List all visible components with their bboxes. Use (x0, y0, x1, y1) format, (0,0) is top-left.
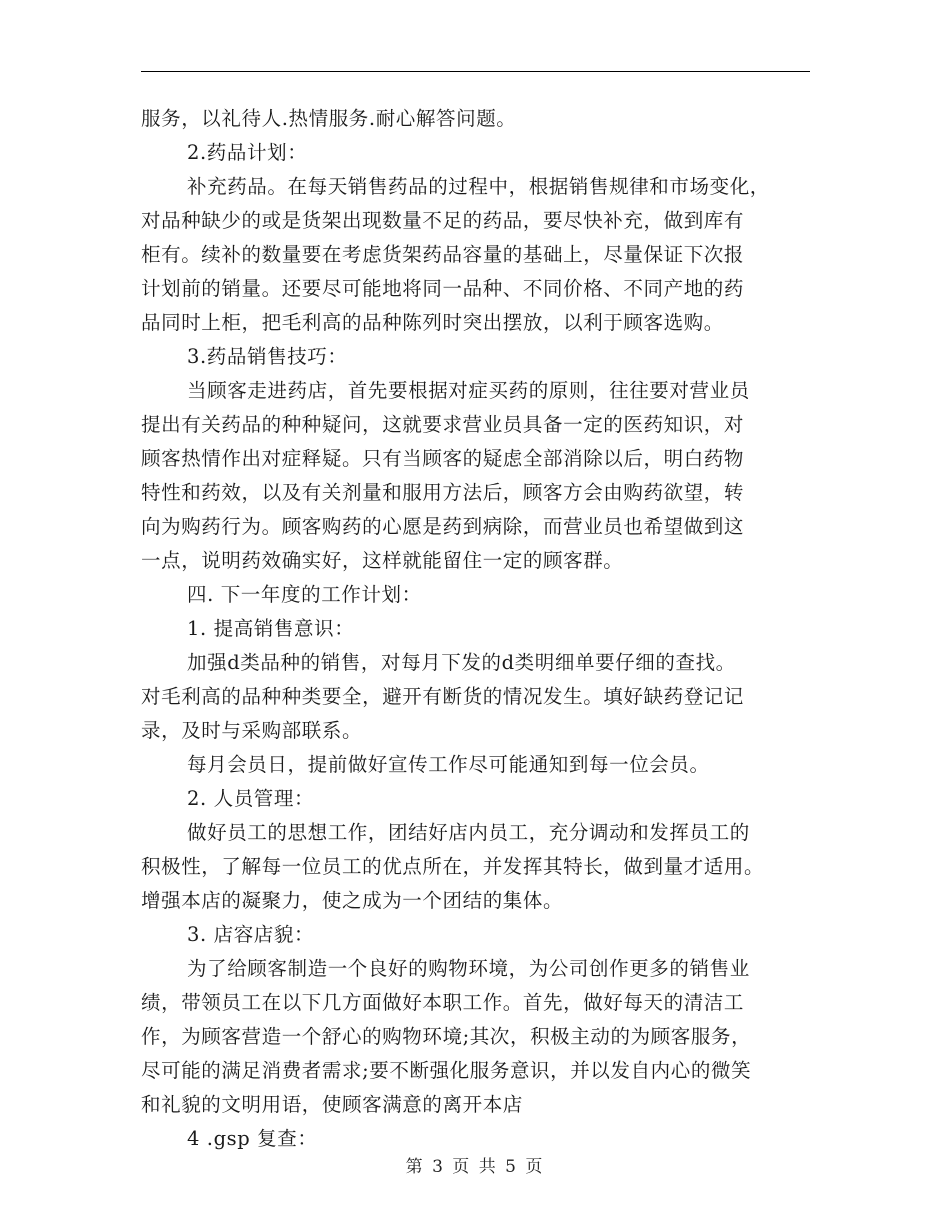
text-line: 加强d类品种的销售，对每月下发的d类明细单要仔细的查找。 (187, 651, 736, 674)
text-line: 尽可能的满足消费者需求;要不断强化服务意识，并以发自内心的微笑 (141, 1059, 752, 1082)
text-line: 对品种缺少的或是货架出现数量不足的药品，要尽快补充，做到库有 (141, 209, 745, 232)
header-rule (141, 71, 810, 72)
text-line: 绩，带领员工在以下几方面做好本职工作。首先，做好每天的清洁工 (141, 991, 745, 1014)
text-line: 服务，以礼待人.热情服务.耐心解答问题。 (141, 107, 517, 130)
text-line: 当顾客走进药店，首先要根据对症买药的原则，往往要对营业员 (187, 379, 750, 402)
text-line: 顾客热情作出对症释疑。只有当顾客的疑虑全部消除以后，明白药物 (141, 447, 745, 470)
text-line: 2.药品计划： (187, 141, 308, 164)
text-line: 计划前的销量。还要尽可能地将同一品种、不同价格、不同产地的药 (141, 277, 745, 300)
text-line: 作，为顾客营造一个舒心的购物环境;其次，积极主动的为顾客服务， (141, 1025, 752, 1048)
text-line: 一点，说明药效确实好，这样就能留住一定的顾客群。 (141, 549, 624, 572)
text-line: 1. 提高销售意识： (187, 617, 355, 640)
text-line: 柜有。续补的数量要在考虑货架药品容量的基础上，尽量保证下次报 (141, 243, 745, 266)
text-line: 增强本店的凝聚力，使之成为一个团结的集体。 (141, 889, 564, 912)
text-line: 2. 人员管理： (187, 787, 315, 810)
page-number-footer: 第 3 页 共 5 页 (405, 1157, 545, 1177)
text-line: 向为购药行为。顾客购药的心愿是药到病除，而营业员也希望做到这 (141, 515, 745, 538)
text-line: 做好员工的思想工作，团结好店内员工，充分调动和发挥员工的 (187, 821, 750, 844)
text-line: 四. 下一年度的工作计划： (187, 583, 422, 606)
text-line: 3. 店容店貌： (187, 923, 315, 946)
text-line: 3.药品销售技巧： (187, 345, 348, 368)
text-line: 每月会员日，提前做好宣传工作尽可能通知到每一位会员。 (187, 753, 710, 776)
text-line: 和礼貌的文明用语，使顾客满意的离开本店 (141, 1093, 523, 1116)
text-line: 积极性，了解每一位员工的优点所在，并发挥其特长，做到量才适用。 (141, 855, 765, 878)
text-line: 品同时上柜，把毛利高的品种陈列时突出摆放，以利于顾客选购。 (141, 311, 724, 334)
text-line: 4 .gsp 复查： (187, 1127, 318, 1150)
text-line: 特性和药效，以及有关剂量和服用方法后，顾客方会由购药欲望，转 (141, 481, 745, 504)
text-line: 补充药品。在每天销售药品的过程中，根据销售规律和市场变化， (187, 175, 770, 198)
document-body (141, 102, 810, 1156)
text-line: 对毛利高的品种种类要全，避开有断货的情况发生。填好缺药登记记 (141, 685, 745, 708)
text-line: 提出有关药品的种种疑问，这就要求营业员具备一定的医药知识，对 (141, 413, 745, 436)
text-line: 为了给顾客制造一个良好的购物环境，为公司创作更多的销售业 (187, 957, 750, 980)
text-line: 录，及时与采购部联系。 (141, 719, 363, 742)
